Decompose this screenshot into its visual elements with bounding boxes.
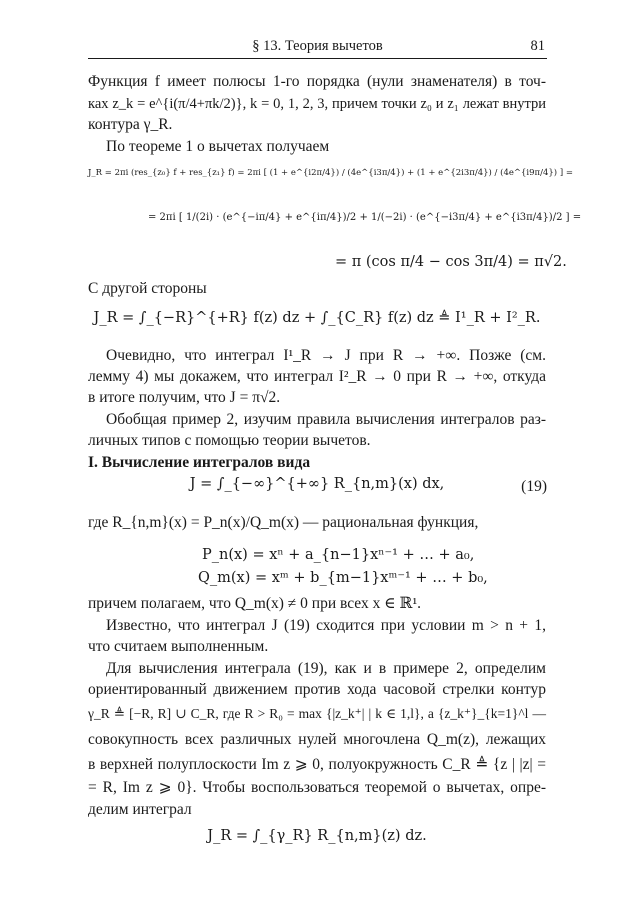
paragraph-line: ориентированный движением против хода часовой стрелки контур — [88, 681, 546, 698]
paragraph-line: лемму 4) мы докажем, что интеграл I²_R → 0 при R → +∞, откуда — [88, 368, 546, 385]
paragraph-line: Функция f имеет полюсы 1-го порядка (нули знаменателя) в точ- — [88, 73, 546, 90]
paragraph-line: Известно, что интеграл J (19) сходится при условии m > n + 1, — [106, 617, 546, 634]
paragraph-line: γ_R ≜ [−R, R] ∪ C_R, где R > R₀ = max {|z_k⁺| | k ∈ 1,l}, а {z_k⁺}_{k=1}^l — — [88, 706, 546, 721]
equation-line: = 2πi [ 1/(2i) · (e^{−iπ/4} + e^{iπ/4})/2 + 1/(−2i) · (e^{−i3π/4} + e^{i3π/4})/2 ] = — [148, 212, 582, 223]
paragraph-line: совокупность всех различных нулей многочлена Q_m(z), лежащих — [88, 731, 546, 748]
paragraph-line: что считаем выполненным. — [88, 638, 269, 655]
equation-line: J_R = ∫_{−R}^{+R} f(z) dz + ∫_{C_R} f(z) dz ≜ I¹_R + I²_R. — [93, 310, 541, 326]
equation-number: (19) — [521, 478, 547, 495]
paragraph-line: С другой стороны — [88, 280, 207, 297]
equation-line: = π (cos π/4 − cos 3π/4) = π√2. — [335, 254, 567, 270]
paragraph-line: в верхней полуплоскости Im z ⩾ 0, полуокружность C_R ≜ {z | |z| = — [88, 756, 546, 773]
equation-line: J_R = 2πi (res_{z₀} f + res_{z₁} f) = 2πi [ (1 + e^{i2π/4}) / (4e^{i3π/4}) + (1 + e^{2i3π/4}) / (4e^{i9π/4}) ] = — [88, 168, 573, 178]
equation-19: J = ∫_{−∞}^{+∞} R_{n,m}(x) dx, — [189, 476, 445, 492]
equation-line: P_n(x) = xⁿ + a_{n−1}xⁿ⁻¹ + … + a₀, — [202, 547, 475, 563]
page-number: 81 — [530, 38, 545, 54]
paragraph-line: делим интеграл — [88, 801, 192, 818]
paragraph-line: = R, Im z ⩾ 0}. Чтобы воспользоваться теоремой о вычетах, опре- — [88, 779, 546, 796]
paragraph-line: в итоге получим, что J = π√2. — [88, 389, 281, 406]
running-header — [88, 36, 547, 59]
paragraph-line: где R_{n,m}(x) = P_n(x)/Q_m(x) — рациональная функция, — [88, 514, 479, 531]
section-title: § 13. Теория вычетов — [252, 38, 383, 54]
equation-line: J_R = ∫_{γ_R} R_{n,m}(z) dz. — [207, 828, 427, 844]
equation-line: Q_m(x) = xᵐ + b_{m−1}xᵐ⁻¹ + … + b₀, — [198, 570, 488, 586]
paragraph-line: личных типов с помощью теории вычетов. — [88, 432, 371, 449]
paragraph-line: Обобщая пример 2, изучим правила вычисления интегралов раз- — [106, 411, 546, 428]
paragraph-line: По теореме 1 о вычетах получаем — [106, 138, 330, 155]
paragraph-line: Для вычисления интеграла (19), как и в примере 2, определим — [106, 660, 546, 677]
paragraph-line: ках z_k = e^{i(π/4+πk/2)}, k = 0, 1, 2, 3, причем точки z₀ и z₁ лежат внутри — [88, 96, 546, 112]
paragraph-line: Очевидно, что интеграл I¹_R → J при R → +∞. Позже (см. — [106, 347, 546, 364]
section-heading: I. Вычисление интегралов вида — [88, 454, 311, 471]
paragraph-line: контура γ_R. — [88, 116, 173, 133]
paragraph-line: причем полагаем, что Q_m(x) ≠ 0 при всех x ∈ ℝ¹. — [88, 595, 421, 612]
